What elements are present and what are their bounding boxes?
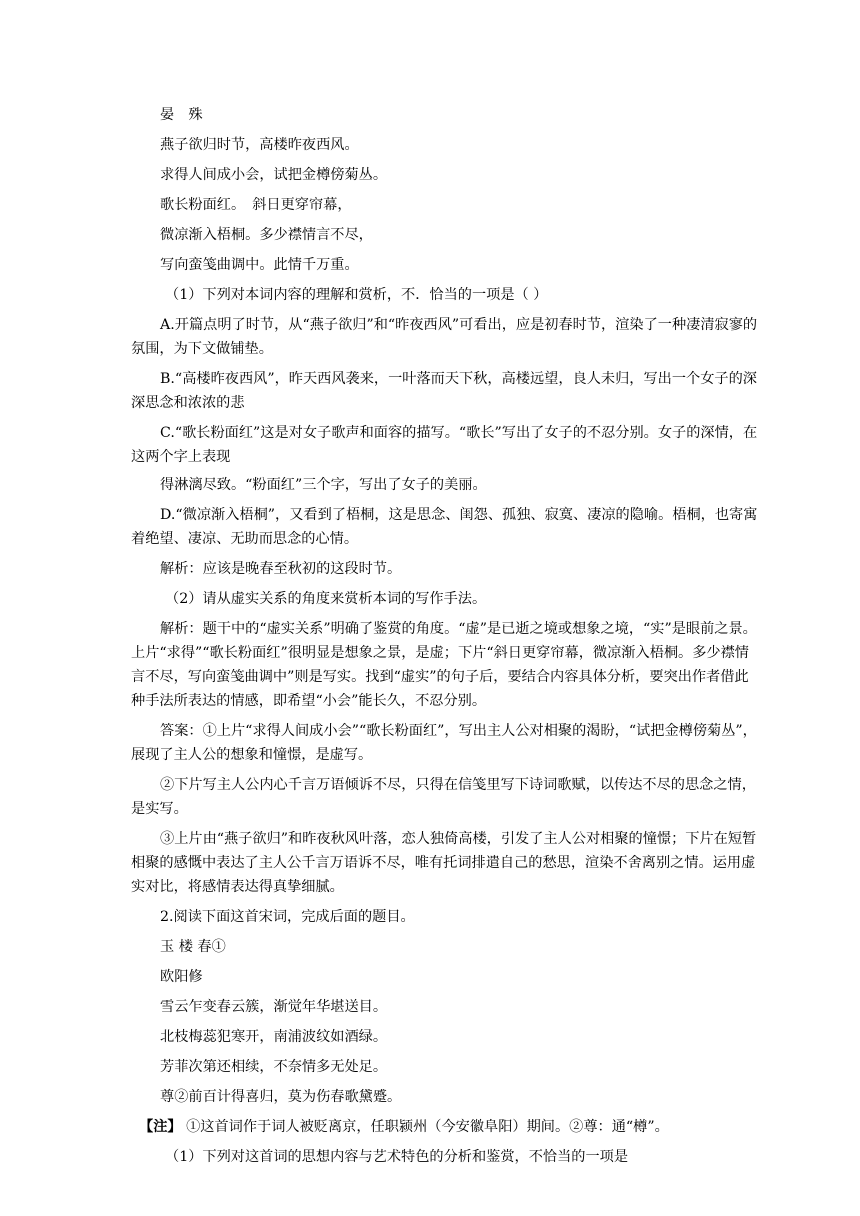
q1-option-d: D.“微凉渐入梧桐”，又看到了梧桐，这是思念、闺怨、孤独、寂寞、凄凉的隐喻。梧桐，也寄寓着绝望、凄凉、无助而思念的心情。: [131, 507, 758, 547]
poem2-note: [139, 1115, 761, 1139]
q1-option-c: C.“歌长粉面红”这是对女子歌声和面容的描写。“歌长”写出了女子的不忍分别。女子的深情，在这两个字上表现: [131, 425, 758, 465]
item2-q1-prompt: （1）下列对这首词的思想内容与艺术特色的分析和鉴赏，不恰当的一项是: [165, 1149, 629, 1165]
q2-answer-3: ③上片由“燕子欲归”和昨夜秋风叶落，恋人独倚高楼，引发了主人公对相聚的憧憬；下片在短暂相聚的感慨中表达了主人公千言万语诉不尽，唯有托词排遣自己的愁思，渲染不舍离别之情。运用虚实对比，将感情表达得真挚细腻。: [131, 831, 757, 895]
q1-option-b: B.“高楼昨夜西风”，昨天西风袭来，一叶落而天下秋，高楼远望，良人未归，写出一个女子的深深思念和浓浓的悲: [131, 371, 757, 411]
q2-prompt: （2）请从虚实关系的角度来赏析本词的写作手法。: [165, 591, 487, 607]
poem1-line: 写向蛮笺曲调中。此情千万重。: [160, 257, 359, 273]
q1-prompt: （1）下列对本词内容的理解和赏析，不．恰当的一项是（ ）: [165, 287, 548, 303]
note-label: 【注】: [139, 1119, 182, 1135]
q2-answer-1: 答案：①上片“求得人间成小会”“歌长粉面红”，写出主人公对相聚的渴盼，“试把金樽傍菊丛”，展现了主人公的想象和憧憬，是虚写。: [131, 723, 757, 763]
poem2-line: 北枝梅蕊犯寒开，南浦波纹如酒绿。: [160, 1029, 388, 1045]
poem2-author: 欧阳修: [160, 969, 203, 985]
note-text: ①这首词作于词人被贬离京，任职颍州（今安徽阜阳）期间。②尊：通“樽”。: [181, 1119, 669, 1135]
poem1-line: 燕子欲归时节，高楼昨夜西风。: [160, 137, 359, 153]
poem1-author: 晏 殊: [160, 107, 203, 123]
poem1-line: 求得人间成小会，试把金樽傍菊丛。: [160, 167, 388, 183]
item2-intro: 2.阅读下面这首宋词，完成后面的题目。: [160, 909, 415, 925]
poem2-title: 玉 楼 春①: [160, 939, 226, 955]
document-body: [131, 103, 761, 1175]
poem2-line: 芳菲次第还相续，不奈情多无处足。: [160, 1059, 388, 1075]
q2-analysis: 解析：题干中的“虚实关系”明确了鉴赏的角度。“虚”是已逝之境或想象之境，“实”是眼前之景。上片“求得”“歌长粉面红”很明显是想象之景，是虚；下片“斜日更穿帘幕，微凉渐入梧桐。多少襟情言不尽，写向蛮笺曲调中”则是写实。找到“虚实”的句子后，要结合内容具体分析，要突出作者借此种手法所表达的情感，即希望“小会”能长久，不忍分别。: [131, 621, 757, 709]
q1-option-a: A.开篇点明了时节，从“燕子欲归”和“昨夜西风”可看出，应是初春时节，渲染了一种凄清寂寥的氛围，为下文做铺垫。: [131, 317, 758, 357]
q1-analysis: 解析：应该是晚春至秋初的这段时节。: [160, 561, 402, 577]
poem2-line: 尊②前百计得喜归，莫为伤春歌黛蹙。: [160, 1089, 402, 1105]
q1-option-c-cont: 得淋漓尽致。“粉面红”三个字，写出了女子的美丽。: [160, 477, 487, 493]
q2-answer-2: ②下片写主人公内心千言万语倾诉不尽，只得在信笺里写下诗词歌赋，以传达不尽的思念之情， 是实写。: [131, 777, 763, 817]
poem1-line: 歌长粉面红。 斜日更穿帘幕，: [160, 197, 352, 213]
poem1-line: 微凉渐入梧桐。多少襟情言不尽，: [160, 227, 373, 243]
poem2-line: 雪云乍变春云簇，渐觉年华堪送目。: [160, 999, 388, 1015]
